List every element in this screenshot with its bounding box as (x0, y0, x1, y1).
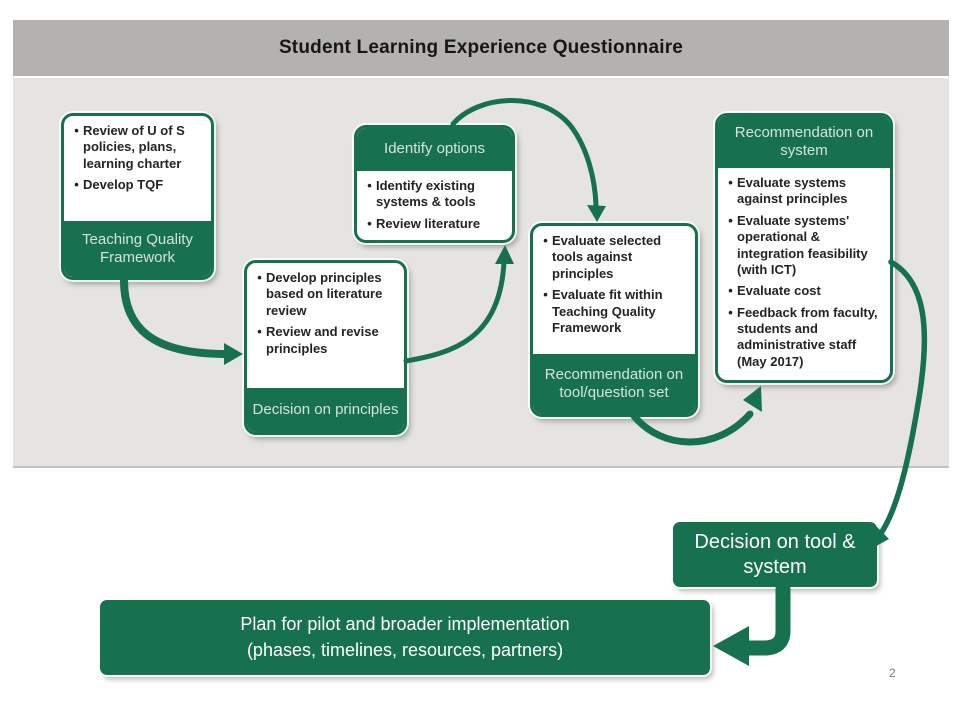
bullet-item: • Evaluate fit within Teaching Quality Framework (539, 287, 691, 336)
page-number: 2 (889, 666, 896, 680)
bullet-list (363, 178, 508, 232)
plan-for-pilot-box (100, 600, 710, 675)
page-title: Student Learning Experience Questionnaire (278, 37, 684, 58)
bullet-item: • Evaluate selected tools against principles (539, 233, 691, 282)
slide-title-bar (13, 20, 949, 76)
arrow-decision-to-plan (749, 589, 783, 648)
bullet-list (539, 233, 691, 336)
flow-box-teaching-quality-framework (61, 113, 214, 280)
flow-box-identify-options (354, 125, 515, 243)
flow-box-body (357, 171, 512, 240)
flow-box-body (247, 263, 404, 388)
flow-box-decision-on-principles (244, 260, 407, 435)
bullet-item: • Evaluate cost (724, 283, 886, 299)
flow-box-label: Identify options (357, 128, 512, 171)
flow-box-label: Teaching Quality Framework (64, 221, 211, 277)
bullet-list (724, 175, 886, 370)
flow-box-recommendation-on-system (715, 113, 893, 383)
flow-box-recommendation-on-tool (530, 223, 698, 417)
flow-box-body (718, 168, 890, 380)
bullet-item: • Evaluate systems' operational & integration feasibility (with ICT) (724, 213, 886, 279)
flow-box-label: Decision on principles (247, 388, 404, 432)
flow-box-label: Recommendation on tool/question set (533, 354, 695, 414)
decision-box-label: Decision on tool & system (694, 530, 856, 578)
bullet-item: • Review and revise principles (253, 324, 400, 357)
plan-box-line1: Plan for pilot and broader implementation (240, 614, 570, 635)
bullet-list (70, 123, 207, 194)
bullet-item: • Feedback from faculty, students and administrative staff (May 2017) (724, 305, 886, 371)
flow-box-body (533, 226, 695, 354)
bullet-item: • Develop principles based on literature review (253, 270, 400, 319)
decision-on-tool-and-system-box (673, 522, 877, 587)
bullet-item: • Review literature (363, 216, 508, 232)
bullet-item: • Review of U of S policies, plans, learning charter (70, 123, 207, 172)
bullet-list (253, 270, 400, 357)
bullet-item: • Identify existing systems & tools (363, 178, 508, 211)
flow-box-label: Recommendation on system (718, 116, 890, 168)
bullet-item: • Develop TQF (70, 177, 207, 193)
flow-box-body (64, 116, 211, 221)
plan-box-line2: (phases, timelines, resources, partners) (246, 639, 564, 660)
arrowhead (713, 626, 749, 666)
bullet-item: • Evaluate systems against principles (724, 175, 886, 208)
